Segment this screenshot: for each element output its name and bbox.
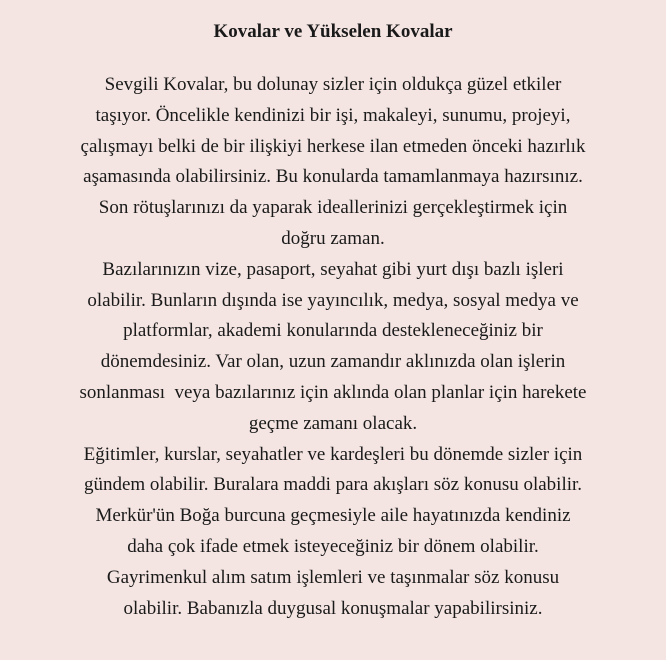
text-line: aşamasında olabilirsiniz. Bu konularda tamamlanmaya hazırsınız. [83,166,583,188]
text-line: olabilir. Babanızla duygusal konuşmalar yapabilirsiniz. [123,597,543,619]
text-line: platformlar, akademi konularında destekleneceğiniz bir [123,320,543,342]
text-line: çalışmayı belki de bir ilişkiyi herkese ilan etmeden önceki hazırlık [80,135,586,157]
text-line: Sevgili Kovalar, bu dolunay sizler için oldukça güzel etkiler [104,74,562,95]
text-line: Gayrimenkul alım satım işlemleri ve taşınmalar söz konusu [106,566,560,588]
document-body [0,70,666,624]
text-line: olabilir. Bunların dışında ise yayıncılık, medya, sosyal medya ve [87,289,579,311]
text-line: geçme zamanı olacak. [248,412,418,434]
text-line: Son rötuşlarınızı da yaparak ideallerinizi gerçekleştirmek için [98,197,568,219]
text-line: doğru zaman. [281,227,385,249]
text-line: gündem olabilir. Buralara maddi para akışları söz konusu olabilir. [83,474,583,496]
text-line: sonlanması veya bazılarınız için aklında olan planlar için harekete [79,381,587,403]
text-line: Eğitimler, kurslar, seyahatler ve kardeşleri bu dönemde sizler için [83,443,583,465]
text-line: dönemdesiniz. Var olan, uzun zamandır aklınızda olan işlerin [100,351,566,373]
text-line: daha çok ifade etmek isteyeceğiniz bir dönem olabilir. [127,535,539,557]
text-line: Bazılarınızın vize, pasaport, seyahat gibi yurt dışı bazlı işleri [102,258,564,280]
text-line: taşıyor. Öncelikle kendinizi bir işi, makaleyi, sunumu, projeyi, [95,104,571,126]
document-title: Kovalar ve Yükselen Kovalar [213,21,453,42]
text-line: Merkür'ün Boğa burcuna geçmesiyle aile hayatınızda kendiniz [95,505,571,527]
